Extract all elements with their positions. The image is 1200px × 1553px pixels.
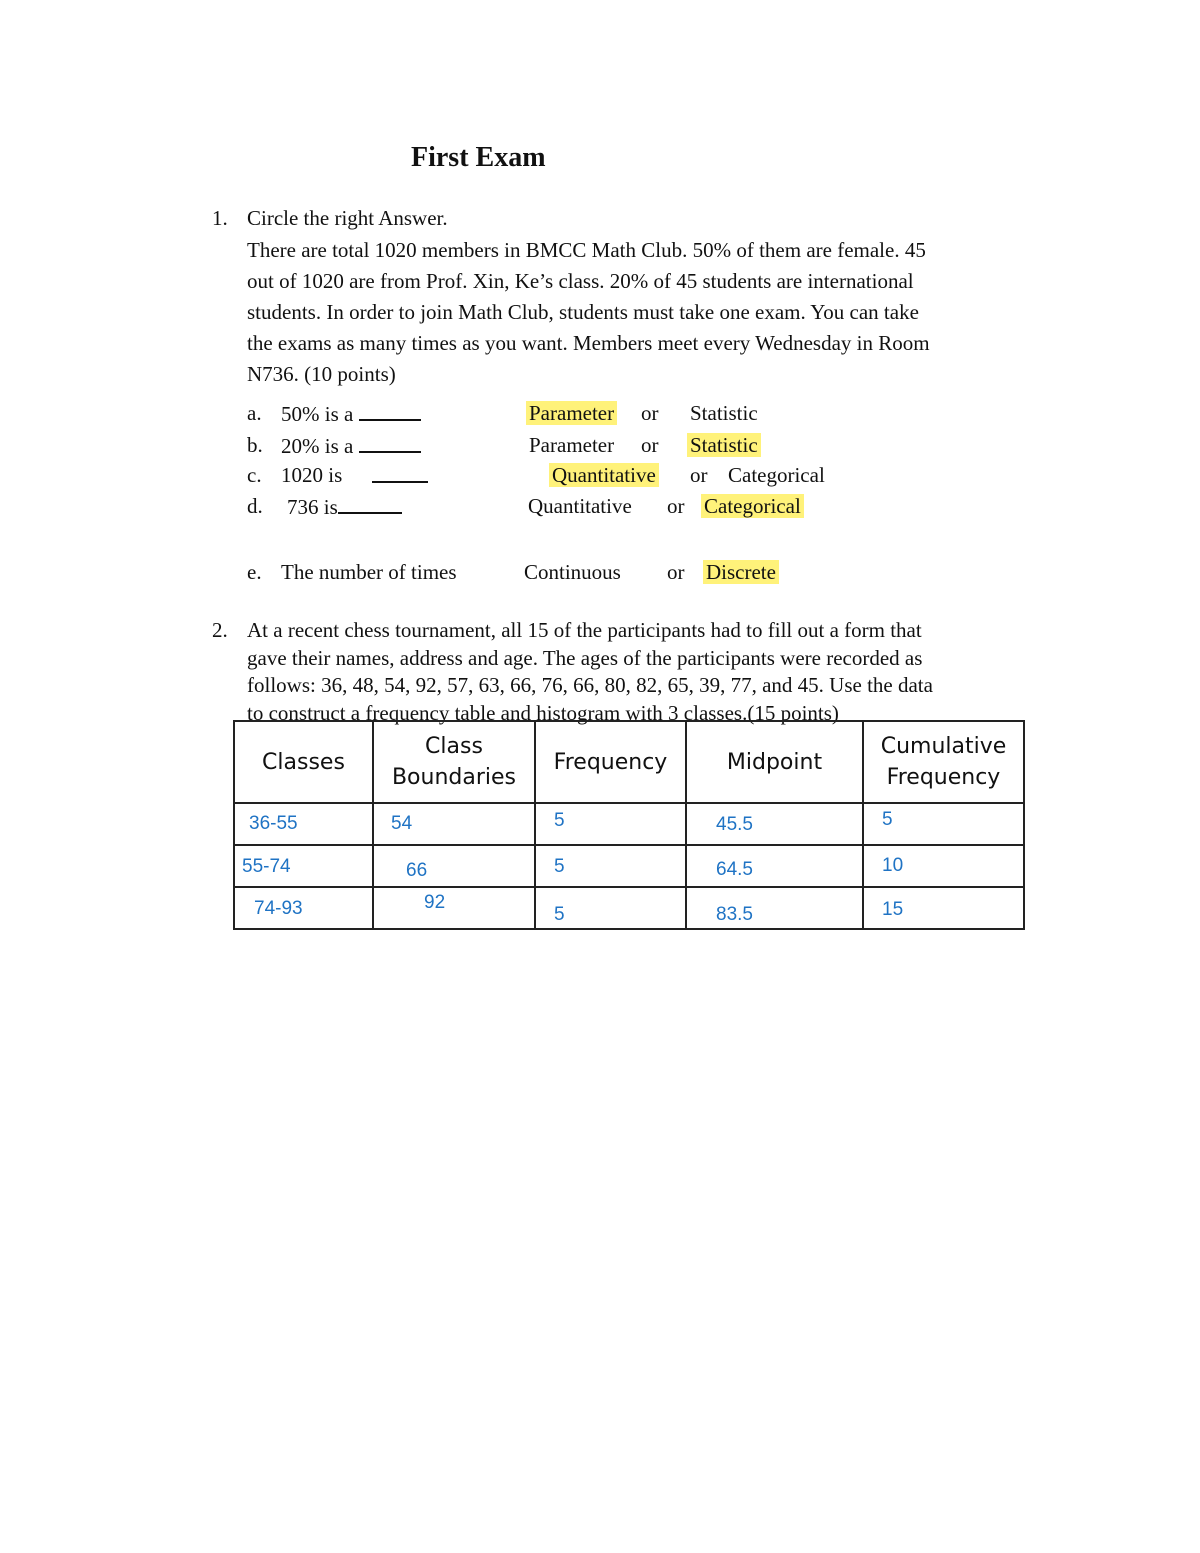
q1d-stem (287, 494, 402, 520)
q1-line: out of 1020 are from Prof. Xin, Ke’s class. 20% of 45 students are international (247, 269, 914, 293)
frequency-table (233, 720, 1025, 930)
q1d-or: or (667, 494, 685, 518)
midpoint-value: 45.5 (716, 814, 753, 835)
q1c-or: or (690, 463, 708, 487)
header-label: Frequency (553, 749, 668, 775)
table-cell (535, 887, 686, 929)
table-cell (863, 845, 1024, 887)
table-cell (234, 845, 373, 887)
q2-line: follows: 36, 48, 54, 92, 57, 63, 66, 76, 66, 80, 82, 65, 39, 77, and 45. Use the data (247, 673, 933, 697)
q1c-option-categorical: Categorical (728, 463, 825, 487)
q1-line: students. In order to join Math Club, students must take one exam. You can take (247, 300, 919, 324)
frequency-value: 5 (554, 856, 565, 877)
q1-line: the exams as many times as you want. Members meet every Wednesday in Room (247, 331, 930, 355)
answer-blank (359, 433, 421, 453)
class-boundary: 92 (424, 892, 446, 913)
q1b-stem (281, 433, 421, 459)
q1b-or: or (641, 433, 659, 457)
table-cell (234, 803, 373, 845)
q2-line: gave their names, address and age. The ages of the participants were recorded as (247, 645, 923, 670)
header-class-boundaries (373, 721, 535, 803)
answer-blank (338, 494, 402, 514)
table-cell (863, 803, 1024, 845)
header-label: Classes (262, 749, 345, 775)
header-midpoint (686, 721, 863, 803)
midpoint-value: 83.5 (716, 904, 753, 925)
q2-line: to construct a frequency table and histogram with 3 classes.(15 points) (247, 700, 839, 725)
q1-paragraph (247, 235, 930, 390)
frequency-value: 5 (554, 810, 565, 831)
q1b-text: 20% is a (281, 434, 354, 458)
q1e-text: The number of times (281, 560, 457, 584)
q1e-or: or (667, 560, 685, 584)
q1-number: 1. (212, 206, 228, 230)
q1b-letter: b. (247, 433, 263, 457)
table-cell (686, 803, 863, 845)
header-label: Class Boundaries (391, 734, 517, 790)
q1b-option-statistic: Statistic (687, 433, 761, 457)
table-cell (686, 887, 863, 929)
q1d-text: 736 is (287, 495, 338, 519)
table-cell (373, 845, 535, 887)
q1d-option-categorical: Categorical (701, 494, 804, 518)
q1e-letter: e. (247, 560, 262, 584)
table-cell (863, 887, 1024, 929)
header-frequency (535, 721, 686, 803)
q1a-or: or (641, 401, 659, 425)
q1-line: N736. (10 points) (247, 362, 396, 386)
cumulative-value: 5 (882, 809, 893, 830)
table-cell (234, 887, 373, 929)
midpoint-value: 64.5 (716, 859, 753, 880)
cumulative-value: 10 (882, 855, 904, 876)
q1a-option-parameter: Parameter (526, 401, 617, 425)
header-classes (234, 721, 373, 803)
header-label: Cumulative Frequency (880, 734, 1007, 790)
q2-number: 2. (212, 618, 228, 642)
table-header-row (234, 721, 1024, 803)
q1d-letter: d. (247, 494, 263, 518)
q1e-option-discrete: Discrete (703, 560, 779, 584)
q1-line: There are total 1020 members in BMCC Math Club. 50% of them are female. 45 (247, 238, 926, 262)
table-row (234, 887, 1024, 929)
header-cumulative-frequency (863, 721, 1024, 803)
q1c-letter: c. (247, 463, 262, 487)
cumulative-value: 15 (882, 899, 904, 920)
frequency-value: 5 (554, 904, 565, 925)
q1-prompt: Circle the right Answer. (247, 206, 448, 230)
q1e-option-continuous: Continuous (524, 560, 621, 584)
page-title: First Exam (411, 142, 546, 173)
q2-paragraph (247, 617, 933, 727)
table-cell (535, 845, 686, 887)
q1a-letter: a. (247, 401, 262, 425)
answer-blank (372, 463, 428, 483)
table-row (234, 803, 1024, 845)
class-range: 74-93 (254, 898, 303, 919)
table-row (234, 845, 1024, 887)
q1c-text: 1020 is (281, 463, 343, 487)
class-range: 55-74 (242, 856, 291, 877)
class-boundary: 66 (406, 860, 428, 881)
q1b-option-parameter: Parameter (529, 433, 615, 457)
class-range: 36-55 (249, 813, 298, 834)
q1c-option-quantitative: Quantitative (549, 463, 659, 487)
q2-line: At a recent chess tournament, all 15 of the participants had to fill out a form that (247, 618, 922, 642)
q1a-option-statistic: Statistic (690, 401, 758, 425)
table-cell (686, 845, 863, 887)
q1a-stem (281, 401, 421, 427)
q1d-option-quantitative: Quantitative (528, 494, 632, 518)
answer-blank (359, 401, 421, 421)
header-label: Midpoint (726, 749, 823, 775)
table-cell (535, 803, 686, 845)
table-cell (373, 887, 535, 929)
q1a-text: 50% is a (281, 402, 354, 426)
class-boundary: 54 (391, 813, 413, 834)
table-cell (373, 803, 535, 845)
